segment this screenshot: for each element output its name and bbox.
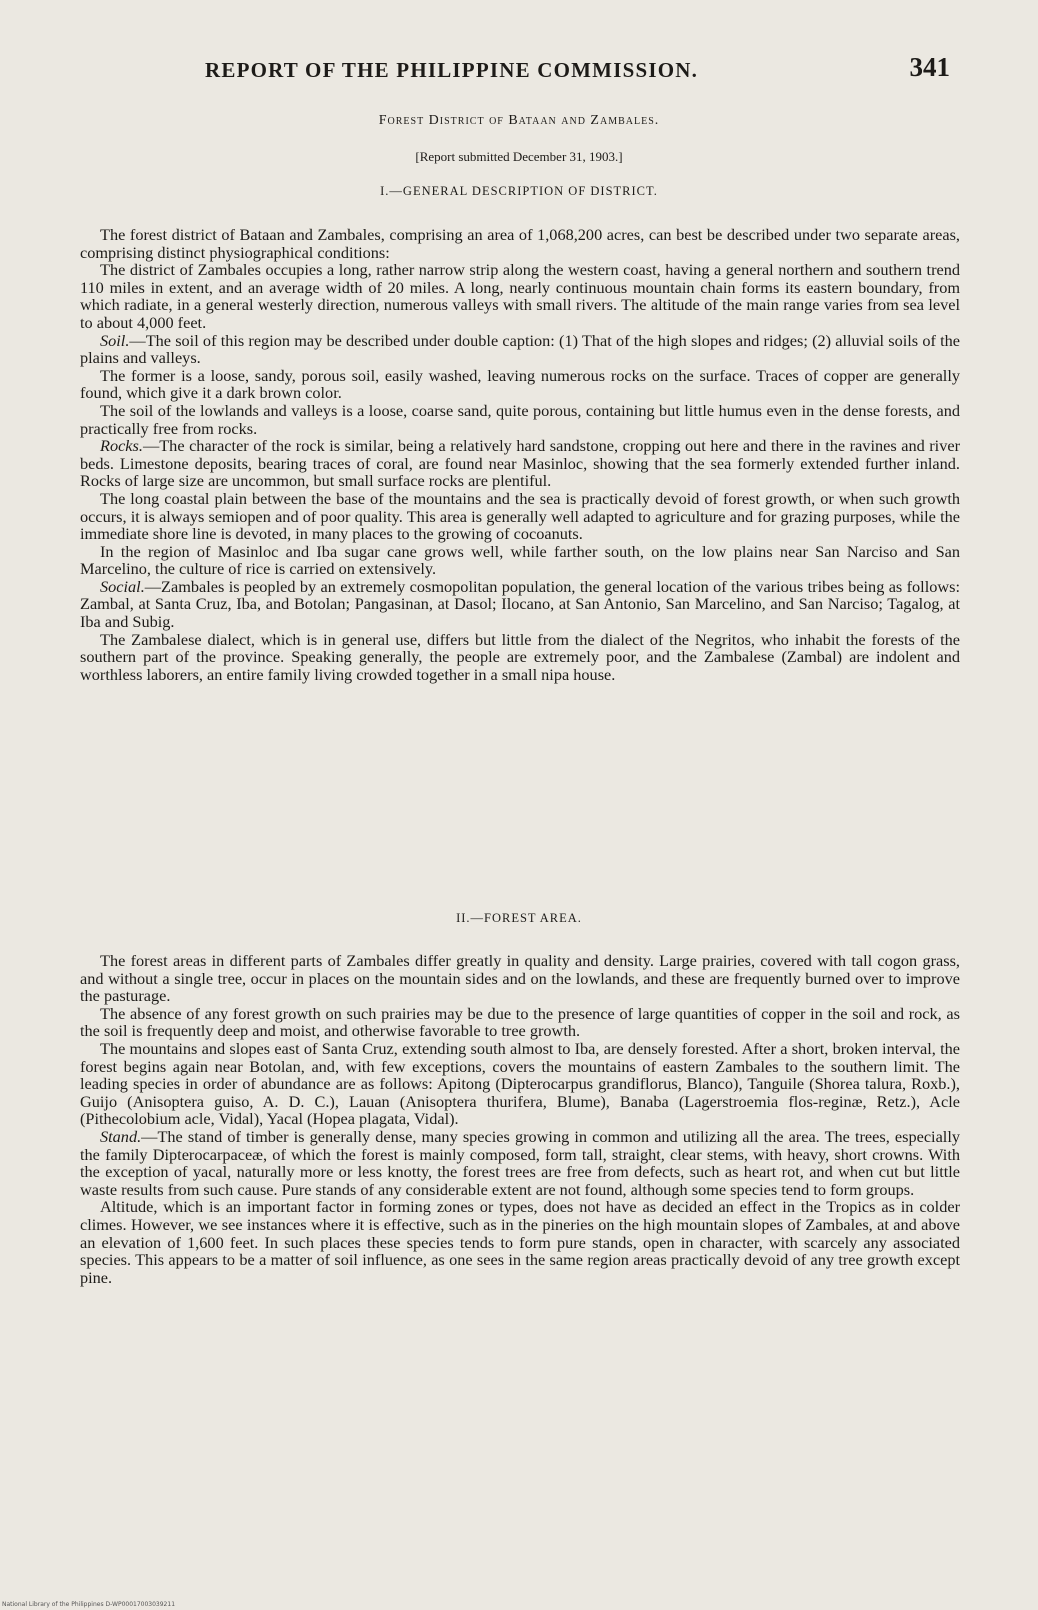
paragraph: The soil of the lowlands and valleys is a loose, coarse sand, quite porous, containing but little humus even in the dense forests, and practically free from rocks. [80,400,960,438]
paragraph-lead: Stand. [100,1126,142,1146]
paragraph: Altitude, which is an important factor in forming zones or types, does not have as decided an effect in the Tropics as in colder climes. However, we see instances where it is effective, such as in the pineries on the high mountain slopes of Zambales, at and above an elevation of 1,600 feet. In such places these species tends to form pure stands, open in character, with scarcely any associated species. This appears to be a matter of soil influence, as one sees in the same region areas practically devoid of any tree growth except pine. [80,1197,960,1287]
paragraph-text: —The stand of timber is generally dense, many species growing in common and utilizing all the area. The trees, especially the family Dipterocarpaceæ, of which the forest is mainly composed, form tall, straight, clear stems, with heavy, short crowns. With the exception of yacal, naturally more or less knotty, the forest trees are free from defects, such as heart rot, and when cut but little waste results from such cause. Pure stands of any considerable extent are not found, although some species tend to form groups. [80,1126,960,1199]
paragraph: The long coastal plain between the base of the mountains and the sea is practically devoid of forest growth, or when such growth occurs, it is always semiopen and of poor quality. This area is generally well adapted to agriculture and for grazing purposes, while the immediate shore line is devoted, in many places to the growing of cocoanuts. [80,488,960,544]
running-head: REPORT OF THE PHILIPPINE COMMISSION. [205,58,699,82]
paragraph: The Zambalese dialect, which is in general use, differs but little from the dialect of the Negritos, who inhabit the forests of the southern part of the province. Speaking generally, the people are extremely poor, and the Zambalese (Zambal) are indolent and worthless laborers, an entire family living crowded together in a small nipa house. [80,629,960,684]
paragraph-text: —The character of the rock is similar, being a relatively hard sandstone, cropping out here and there in the ravines and river beds. Limestone deposits, bearing traces of coral, are found near Masinloc, showing that the sea formerly extended further inland. Rocks of large size are uncommon, but small surface rocks are plentiful. [80,436,960,491]
page-number: 341 [909,52,950,82]
paragraph-text: —Zambales is peopled by an extremely cosmopolitan population, the general location of the various tribes being as follows: Zambal, at Santa Cruz, Iba, and Botolan; Pangasinan, at Dasol; Ilocano, at San Antonio, San Marcelino, and San Narciso; Tagalog, at Iba and Subig. [80,576,960,632]
paragraph-text: —The soil of this region may be described under double caption: (1) That of the high slopes and ridges; (2) alluvial soils of the plains and valleys. [80,330,960,368]
paragraph: The forest district of Bataan and Zambales, comprising an area of 1,068,200 acres, can best be described under two separate areas, comprising distinct physiographical conditions: [80,225,960,262]
paragraph: The absence of any forest growth on such prairies may be due to the presence of large quantities of copper in the soil and rock, as the soil is frequently deep and moist, and otherwise favorable to tree growth. [80,1003,960,1041]
paragraph-lead: Social. [100,576,145,596]
paragraph: The district of Zambales occupies a long, rather narrow strip along the western coast, having a general northern and southern trend 110 miles in extent, and an average width of 20 miles. A long, nearly continuous mountain chain forms its eastern boundary, from which radiate, in a general westerly direction, numerous valleys with small rivers. The altitude of the main range varies from sea level to about 4,000 feet. [80,260,960,332]
paragraph: The mountains and slopes east of Santa Cruz, extending south almost to Iba, are densely forested. After a short, broken interval, the forest begins again near Botolan, and, with few exceptions, covers the mountains of eastern Zambales to the southern limit. The leading species in order of abundance are as follows: Apitong (Dipterocarpus grandiflorus, Blanco), Tanguile (Shorea talura, Roxb.), Guijo (Anisoptera guiso, A. D. C.), Lauan (Anisoptera thurifera, Blume), Banaba (Lagerstroemia flos-reginæ, Retz.), Acle (Pithecolobium acle, Vidal), Yacal (Hopea plagata, Vidal). [80,1038,960,1129]
paragraph: The former is a loose, sandy, porous soil, easily washed, leaving numerous rocks on the surface. Traces of copper are generally found, which give it a dark brown color. [80,365,960,403]
paragraph [80,437,960,490]
page-header [80,52,958,92]
section-heading-1: I.—GENERAL DESCRIPTION OF DISTRICT. [380,184,658,198]
paragraph-lead: Soil. [100,330,130,350]
section-heading-2: II.—FOREST AREA. [456,911,582,925]
paragraph [80,332,960,367]
paragraph: The forest areas in different parts of Zambales differ greatly in quality and density. Large prairies, covered with tall cogon grass, and without a single tree, occur in places on the mountain sides and on the lowlands, and these are frequently burned over to improve the pasturage. [80,951,960,1006]
report-note: [Report submitted December 31, 1903.] [415,149,623,164]
library-footer: National Library of the Philippines D-WP00017003039211 [2,1601,176,1608]
paragraph-lead: Rocks. [100,436,143,456]
district-title: Forest District of Bataan and Zambales. [378,113,660,128]
paragraph [80,1128,960,1198]
paragraph [80,578,960,631]
section-2-body [80,952,960,1286]
section-1-body [80,226,960,683]
paragraph: In the region of Masinloc and Iba sugar cane grows well, while farther south, on the low plains near San Narciso and San Marcelino, the culture of rice is carried on extensively. [80,541,960,579]
